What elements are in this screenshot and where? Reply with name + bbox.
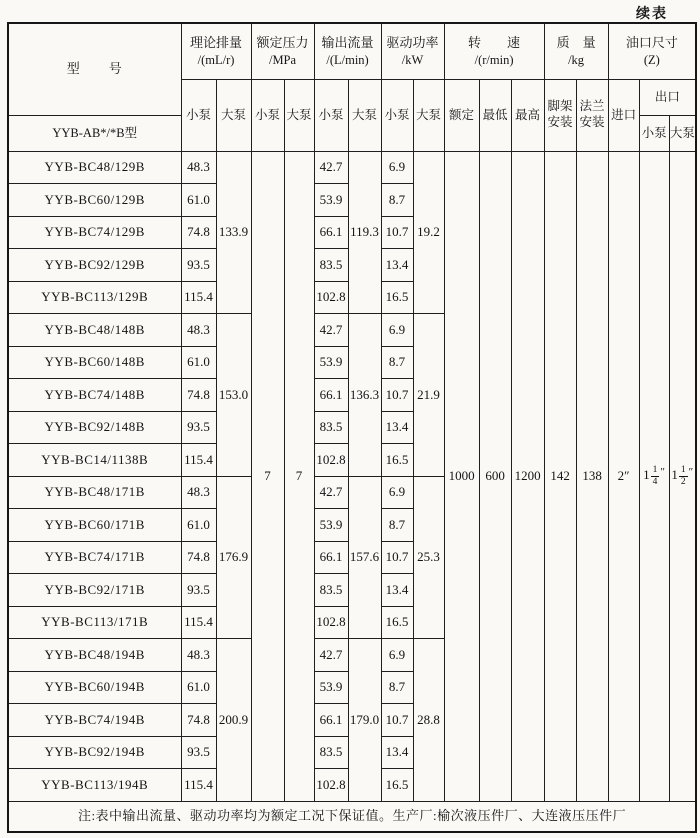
fraction-numerator: 1 [680,465,686,476]
model-column-header: 型 号 [8,23,181,115]
subcol-speed-rated: 额定 [444,79,479,151]
power-small-cell: 8.7 [381,509,413,542]
disp-small-cell: 74.8 [181,704,216,737]
flow-small-cell: 53.9 [314,184,348,217]
power-large-merged-cell: 25.3 [413,476,444,639]
power-small-cell: 10.7 [381,379,413,412]
disp-small-cell: 48.3 [181,476,216,509]
subcol-disp-large: 大泵 [216,79,251,151]
model-cell: YYB-BC48/171B [8,476,181,509]
power-large-merged-cell: 28.8 [413,639,444,802]
power-small-cell: 13.4 [381,736,413,769]
model-cell: YYB-BC113/171B [8,606,181,639]
mass-foot-merged-cell: 142 [544,151,576,801]
model-series-header: YYB-AB*/*B型 [8,115,181,151]
subcol-label: 法兰安装 [579,99,605,129]
flow-small-cell: 102.8 [314,606,348,639]
speed-max-merged-cell: 1200 [511,151,544,801]
disp-small-cell: 74.8 [181,541,216,574]
model-cell: YYB-BC92/148B [8,411,181,444]
col-group-unit: /(mL/r) [197,52,235,67]
pressure-small-merged-cell: 7 [251,151,284,801]
model-cell: YYB-BC113/194B [8,769,181,802]
disp-small-cell: 61.0 [181,509,216,542]
power-small-cell: 6.9 [381,314,413,347]
model-cell: YYB-BC48/194B [8,639,181,672]
subcol-inlet-port: 进口 [608,79,639,151]
fraction-whole: 1 [671,466,678,482]
col-group-displacement [181,23,251,79]
speed-min-merged-cell: 600 [479,151,511,801]
power-small-cell: 10.7 [381,216,413,249]
col-group-speed [444,23,544,79]
subcol-disp-small: 小泵 [181,79,216,151]
flow-small-cell: 53.9 [314,346,348,379]
disp-small-cell: 48.3 [181,639,216,672]
model-cell: YYB-BC113/129B [8,281,181,314]
outlet-small-size-merged-cell [639,151,669,801]
flow-small-cell: 83.5 [314,249,348,282]
disp-small-cell: 61.0 [181,671,216,704]
power-small-cell: 6.9 [381,639,413,672]
flow-large-merged-cell: 157.6 [348,476,381,639]
col-group-title: 额定压力 [256,34,309,50]
power-large-merged-cell: 21.9 [413,314,444,477]
col-group-title: 油口尺寸 [625,34,678,50]
power-small-cell: 6.9 [381,476,413,509]
fraction-denominator: 4 [652,476,658,487]
model-cell: YYB-BC60/194B [8,671,181,704]
disp-small-cell: 74.8 [181,379,216,412]
model-cell: YYB-BC92/194B [8,736,181,769]
power-small-cell: 8.7 [381,346,413,379]
flow-small-cell: 102.8 [314,444,348,477]
outlet-large-size-merged-cell [669,151,696,801]
model-cell: YYB-BC60/129B [8,184,181,217]
col-group-unit: (Z) [643,52,660,67]
subcol-mass-foot-mount [544,79,576,151]
mass-flange-merged-cell: 138 [576,151,608,801]
disp-large-merged-cell: 133.9 [216,151,251,314]
pressure-large-merged-cell: 7 [284,151,314,801]
model-cell: YYB-BC60/148B [8,346,181,379]
col-group-title: 输出流量 [321,34,374,50]
subcol-mass-flange-mount [576,79,608,151]
model-cell: YYB-BC60/171B [8,509,181,542]
model-cell: YYB-BC48/148B [8,314,181,347]
subcol-press-small: 小泵 [251,79,284,151]
col-group-title: 驱动功率 [386,34,439,50]
col-group-pressure [251,23,314,79]
disp-small-cell: 93.5 [181,736,216,769]
subcol-flow-large: 大泵 [348,79,381,151]
speed-rated-merged-cell: 1000 [444,151,479,801]
note-row [8,801,696,832]
power-small-cell: 16.5 [381,281,413,314]
disp-small-cell: 115.4 [181,606,216,639]
subcol-power-small: 小泵 [381,79,413,151]
flow-small-cell: 42.7 [314,151,348,184]
flow-small-cell: 66.1 [314,379,348,412]
flow-small-cell: 66.1 [314,541,348,574]
model-cell: YYB-BC92/171B [8,574,181,607]
power-small-cell: 8.7 [381,184,413,217]
col-group-power [381,23,444,79]
subcol-outlet-small: 小泵 [639,115,669,151]
disp-large-merged-cell: 153.0 [216,314,251,477]
flow-small-cell: 42.7 [314,476,348,509]
subcol-label: 脚架安装 [547,99,573,129]
subcol-outlet-large: 大泵 [669,115,696,151]
fraction-denominator: 2 [680,476,686,487]
disp-small-cell: 93.5 [181,411,216,444]
disp-large-merged-cell: 200.9 [216,639,251,802]
col-group-unit: /MPa [268,52,297,67]
disp-small-cell: 61.0 [181,346,216,379]
model-cell: YYB-BC74/171B [8,541,181,574]
model-cell: YYB-BC74/148B [8,379,181,412]
power-small-cell: 16.5 [381,444,413,477]
flow-small-cell: 83.5 [314,574,348,607]
disp-small-cell: 93.5 [181,249,216,282]
model-cell: YYB-BC14/1138B [8,444,181,477]
flow-small-cell: 42.7 [314,639,348,672]
flow-small-cell: 66.1 [314,704,348,737]
col-group-flow [314,23,381,79]
col-group-title: 质 量 [556,34,596,50]
model-cell: YYB-BC92/129B [8,249,181,282]
flow-small-cell: 102.8 [314,281,348,314]
disp-large-merged-cell: 176.9 [216,476,251,639]
col-group-title: 理论排量 [190,34,243,50]
header-row-groups [8,23,696,79]
model-cell: YYB-BC74/129B [8,216,181,249]
col-group-unit: /(r/min) [474,52,514,67]
power-small-cell: 6.9 [381,151,413,184]
flow-small-cell: 53.9 [314,509,348,542]
col-group-unit: /kW [401,52,424,67]
subcol-power-large: 大泵 [413,79,444,151]
fraction [651,465,660,487]
flow-large-merged-cell: 179.0 [348,639,381,802]
model-cell: YYB-BC74/194B [8,704,181,737]
disp-small-cell: 61.0 [181,184,216,217]
flow-large-merged-cell: 136.3 [348,314,381,477]
power-small-cell: 13.4 [381,411,413,444]
inlet-size-merged-cell: 2″ [608,151,639,801]
flow-small-cell: 83.5 [314,411,348,444]
col-group-mass [544,23,608,79]
disp-small-cell: 115.4 [181,281,216,314]
flow-small-cell: 66.1 [314,216,348,249]
subcol-flow-small: 小泵 [314,79,348,151]
subcol-press-large: 大泵 [284,79,314,151]
power-small-cell: 16.5 [381,769,413,802]
disp-small-cell: 74.8 [181,216,216,249]
flow-large-merged-cell: 119.3 [348,151,381,314]
disp-small-cell: 93.5 [181,574,216,607]
disp-small-cell: 48.3 [181,314,216,347]
col-group-port-size [608,23,696,79]
flow-small-cell: 83.5 [314,736,348,769]
fraction [679,465,688,487]
model-cell: YYB-BC48/129B [8,151,181,184]
disp-small-cell: 115.4 [181,444,216,477]
power-small-cell: 10.7 [381,541,413,574]
inch-mark: ″ [660,465,665,478]
col-group-unit: /(L/min) [326,52,369,67]
subcol-speed-max: 最高 [511,79,544,151]
disp-small-cell: 48.3 [181,151,216,184]
power-small-cell: 13.4 [381,249,413,282]
table-row [8,151,696,184]
subcol-outlet-port: 出口 [639,79,696,115]
power-small-cell: 16.5 [381,606,413,639]
power-small-cell: 8.7 [381,671,413,704]
continued-table-label: 续表 [636,7,668,22]
flow-small-cell: 42.7 [314,314,348,347]
power-large-merged-cell: 19.2 [413,151,444,314]
pump-spec-table [7,22,697,833]
col-group-title: 转 速 [468,34,521,50]
disp-small-cell: 115.4 [181,769,216,802]
power-small-cell: 10.7 [381,704,413,737]
inch-mark: ″ [688,465,694,478]
subcol-speed-min: 最低 [479,79,511,151]
note-text: 注:表中输出流量、驱动功率均为额定工况下保证值。生产厂:榆次液压件厂、大连液压压件厂 [8,801,696,832]
flow-small-cell: 102.8 [314,769,348,802]
flow-small-cell: 53.9 [314,671,348,704]
power-small-cell: 13.4 [381,574,413,607]
fraction-whole: 1 [643,466,650,482]
col-group-unit: /kg [568,52,585,67]
fraction-numerator: 1 [652,465,658,476]
